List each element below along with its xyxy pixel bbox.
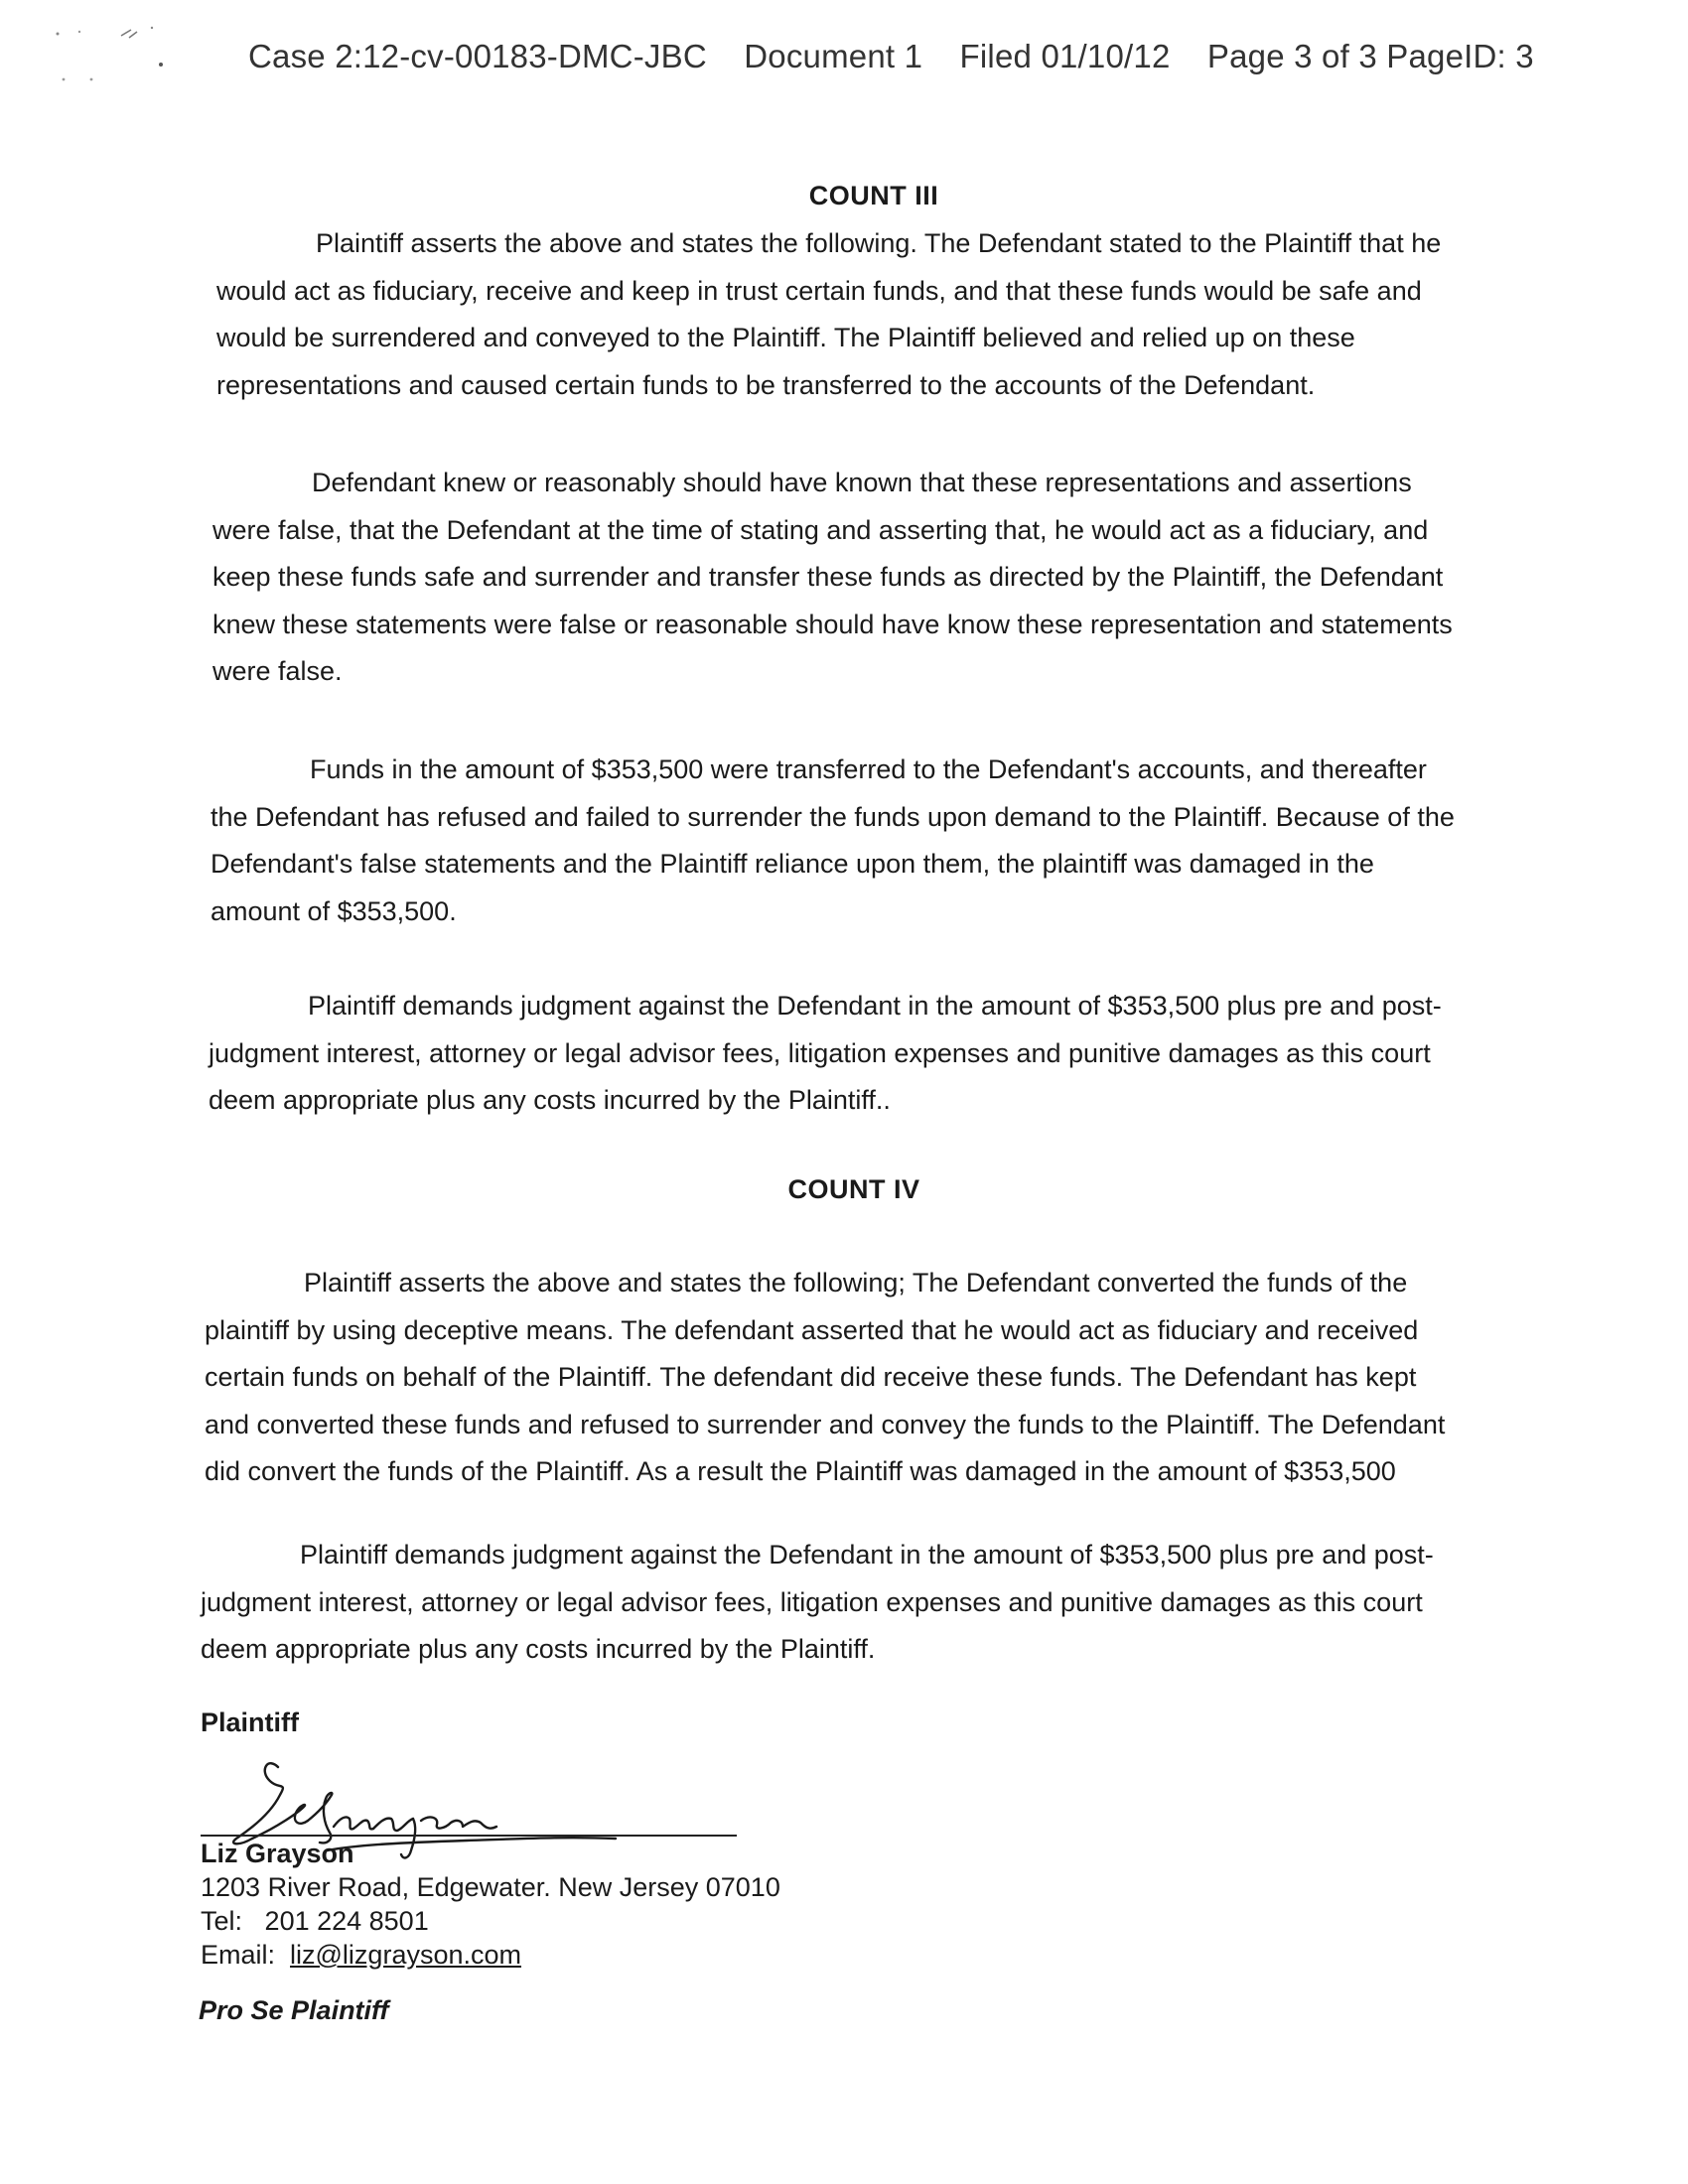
contact-block	[201, 1837, 780, 1972]
text-line: certain funds on behalf of the Plaintiff. The defendant did receive these funds. The Defendant has kept	[205, 1362, 1417, 1392]
text-line: keep these funds safe and surrender and transfer these funds as directed by the Plaintiff, the Defendant	[212, 562, 1444, 592]
text-line: plaintiff by using deceptive means. The defendant asserted that he would act as fiduciary and received	[205, 1314, 1419, 1345]
text-line: were false.	[212, 656, 343, 686]
count-iii-heading: COUNT III	[808, 181, 939, 210]
text-line: Plaintiff demands judgment against the Defendant in the amount of $353,500 plus pre and post-	[308, 991, 1442, 1021]
text-line: and converted these funds and refused to surrender and convey the funds to the Plaintiff. The Defendant	[205, 1409, 1446, 1439]
page-info: Page 3 of 3 PageID: 3	[1206, 38, 1534, 74]
signer-name: Liz Grayson	[201, 1839, 354, 1868]
text-line: the Defendant has refused and failed to surrender the funds upon demand to the Plaintiff. Because of the	[211, 801, 1455, 832]
email-link[interactable]: liz@lizgrayson.com	[290, 1940, 521, 1970]
text-line: Plaintiff asserts the above and states the following; The Defendant converted the funds of the	[304, 1268, 1408, 1297]
count-iii-paragraph-1	[216, 220, 1441, 409]
tel-number: 201 224 8501	[264, 1906, 429, 1936]
count-iii-paragraph-3	[211, 747, 1455, 935]
text-line: deem appropriate plus any costs incurred by the Plaintiff.	[201, 1634, 876, 1664]
text-line: judgment interest, attorney or legal advisor fees, litigation expenses and punitive damages as this court	[209, 1037, 1431, 1068]
text-line: would act as fiduciary, receive and keep in trust certain funds, and that these funds would be safe and	[216, 275, 1422, 306]
plaintiff-label: Plaintiff	[201, 1707, 299, 1737]
count-iv-paragraph-1	[205, 1260, 1445, 1496]
tel-label: Tel:	[201, 1906, 243, 1936]
text-line: Plaintiff demands judgment against the Defendant in the amount of $353,500 plus pre and post-	[300, 1540, 1434, 1570]
text-line: Plaintiff asserts the above and states the following. The Defendant stated to the Plaintiff that he	[316, 228, 1442, 258]
signer-phone	[201, 1904, 780, 1938]
text-line: deem appropriate plus any costs incurred by the Plaintiff..	[209, 1085, 891, 1115]
count-iv-paragraph-2	[201, 1532, 1434, 1674]
signer-address: 1203 River Road, Edgewater. New Jersey 07010	[201, 1872, 780, 1902]
pro-se-label: Pro Se Plaintiff	[199, 1995, 389, 2025]
text-line: Funds in the amount of $353,500 were transferred to the Defendant's accounts, and thereafter	[310, 754, 1427, 784]
document-number: Document 1	[744, 38, 923, 74]
text-line: representations and caused certain funds to be transferred to the accounts of the Defendant.	[216, 369, 1316, 400]
email-label: Email:	[201, 1940, 276, 1970]
text-line: amount of $353,500.	[211, 895, 457, 926]
filed-date: Filed 01/10/12	[959, 38, 1171, 74]
text-line: judgment interest, attorney or legal advisor fees, litigation expenses and punitive damages as this court	[201, 1586, 1423, 1617]
text-line: Defendant's false statements and the Plaintiff reliance upon them, the plaintiff was damaged in the	[211, 849, 1374, 879]
count-iii-paragraph-2	[212, 460, 1453, 696]
case-header	[248, 38, 1534, 75]
text-line: would be surrendered and conveyed to the Plaintiff. The Plaintiff believed and relied up on these	[216, 323, 1355, 352]
case-number: Case 2:12-cv-00183-DMC-JBC	[248, 38, 707, 74]
count-iii-paragraph-4	[209, 983, 1442, 1125]
signer-email	[201, 1938, 780, 1972]
text-line: Defendant knew or reasonably should have known that these representations and assertions	[312, 468, 1412, 497]
text-line: were false, that the Defendant at the time of stating and asserting that, he would act as a fiduciary, and	[212, 514, 1429, 545]
text-line: knew these statements were false or reasonable should have know these representation and statements	[212, 609, 1453, 639]
scan-specks	[50, 20, 179, 89]
count-iv-heading: COUNT IV	[787, 1174, 920, 1204]
text-line: did convert the funds of the Plaintiff. As a result the Plaintiff was damaged in the amount of $353,500	[205, 1456, 1396, 1486]
